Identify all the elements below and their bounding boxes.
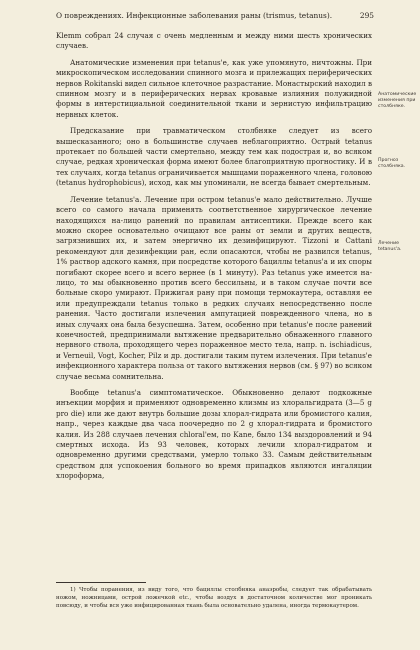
running-head-title: О повреждениях. Инфекционные заболевания раны (trismus, tetanus). bbox=[56, 11, 333, 20]
paragraph-klemm: Klemm собрал 24 случая с очень медленным и между ними шесть хронических случаев. bbox=[56, 31, 372, 51]
marginal-note-treatment: Лечение tetanus'а. bbox=[378, 241, 402, 252]
paragraph-symptomatic-treatment: Вообще tetanus'а симптоматическое. Обыкновенно делают подкожные инъекции морфия и применяют одновременно клизмы из хлоральгидрата (3—5 g pro die) или же дают внутрь большие дозы хлорал-гидрата или бромистого калия, напр., через каждые два часа поочередно по 2 g хлорал-гидрата и бромистого калия. Из 288 случаев лечения chloral'ем, по Kane, было 134 выздоровлений и 94 смертных исхода. Из 93 человек, которых лечили хлорал-гидратом и одновременно другими средствами, умерло только 33. Самым действительным средством для успокоения больного во время припадков являются ингаляции хлороформа, bbox=[56, 388, 372, 481]
footnote: 1) Чтобы поранения, из виду того, что бациллы столбняка анаэробы, следует так обрабатывать ножом, ножницами, острой ложечкой etc., чтобы воздух в достаточном количестве мог проникать повсюду, и чтобы вся уже инфицированная ткань была основательно удалена, иногда термокаутером. bbox=[56, 587, 372, 609]
footnote-divider bbox=[56, 582, 146, 583]
main-text bbox=[56, 31, 372, 482]
paragraph-prognosis: Предсказание при травматическом столбняке следует из всего вышесказанного; оно в большинстве случаев неблагоприятно. Острый tetanus протекает по большей части смертельно, между тем как подострая и, во всяком случае, редкая хроническая форма имеют более благоприятную прогностику. И в тех случаях, когда tetanus ограничивается мышцами пораженного члена, головою (tetanus hydrophobicus), исход, как мы упоминали, не всегда бывает смертельным. bbox=[56, 126, 372, 188]
paragraph-treatment: Лечение tetanus'а. Лечение при остром tetanus'е мало действительно. Лучше всего со самого начала применять соответственное хирургическое лечение находящихся на-лицо ранений по правилам антисептики. Прежде всего как можно скорее основательно очищают все раны от земли и других веществ, загрязнивших их, и затем энергично их дезинфицируют. Tizzoni и Cattani рекомендуют для дезинфекции ран, если опасаются, чтобы не развился tetanus, 1% раствор адского камня, при посредстве которого бациллы tetanus'а и их споры погибают скорее всего и всего вернее (в 1 минуту). Раз tetanus уже имеется на-лицо, то мы обыкновенно против всего бессильны, и в таком случае почти все больные скоро умирают. Прижигая рану при помощи термокаутера, оставляя ее или предупреждали tetanus только в редких случаях непосредственно после ранения. Часто достигали излечения ампутацией поврежденного члена, но в иных случаях она была безуспешна. Затем, особенно при tetanus'е после ранений конечностей, предпринимали вытяжение предварительно обнаженного главного нервного ствола, проходящего через пораженное место тела, напр. n. ischiadicus, и Verneuil, Vogt, Kocher, Pilz и др. достигали таким путем излечения. При tetanus'е инфекционного характера польза от такого вытяжения нервов (см. § 97) во всяком случае весьма сомнительна. bbox=[56, 194, 372, 381]
page-number: 295 bbox=[359, 11, 374, 20]
running-head bbox=[56, 10, 374, 22]
marginal-note-anatomy: Анатомические изменения при столбняке. bbox=[378, 92, 417, 109]
marginal-note-prognosis: Прогноз столбняка. bbox=[378, 158, 406, 169]
paragraph-anatomy: Анатомические изменения при tetanus'е, как уже упомянуто, ничтожны. При микроскопическом исследовании спинного мозга и прилежащих периферических нервов Rokitanski видел сильное клеточное разрастание. Монастырский находил в спинном мозгу и в периферических нервах кровавые излияния полужидной формы в интерстициальной соединительной ткани и зернистую инфильтрацию нервных клеток. bbox=[56, 57, 372, 119]
